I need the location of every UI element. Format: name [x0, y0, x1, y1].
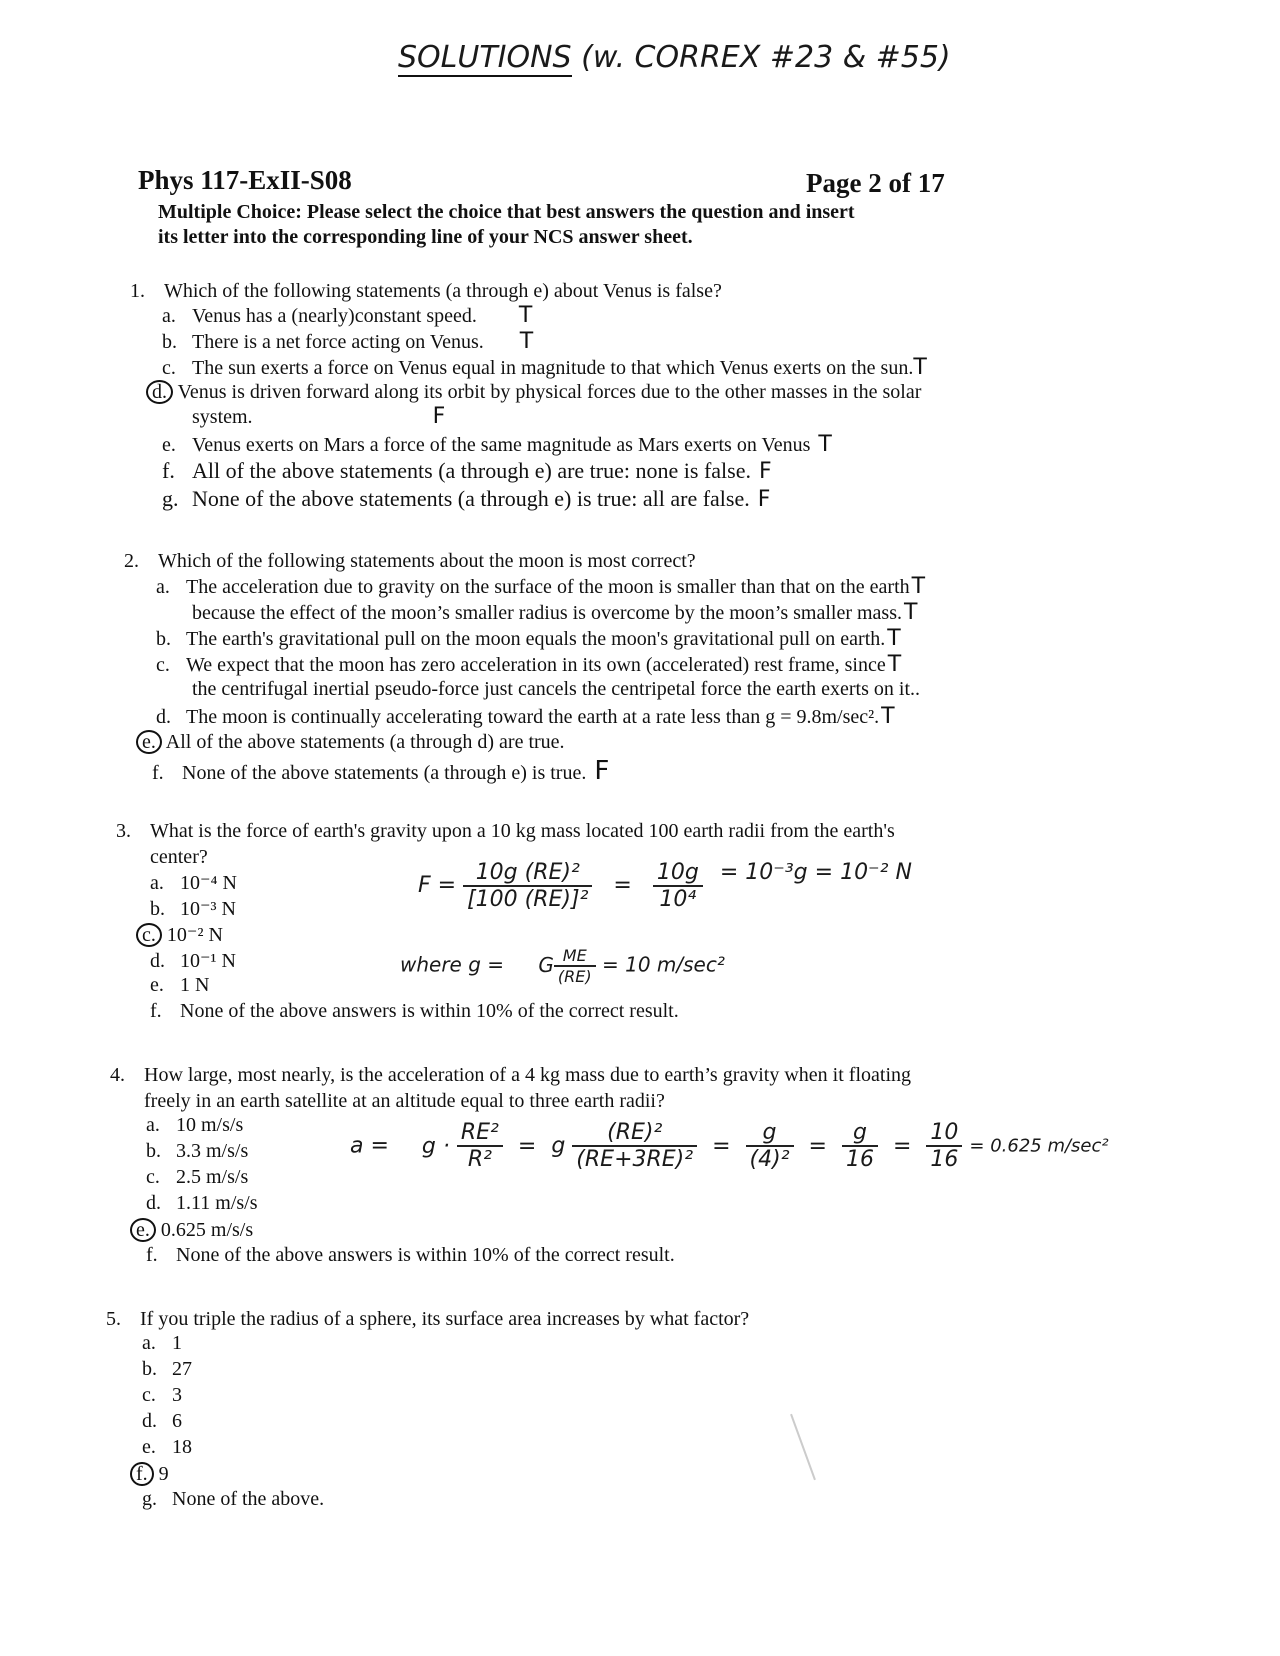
course-title: Phys 117-ExII-S08: [138, 165, 352, 195]
q2-option-a-cont: because the effect of the moon’s smaller radius is overcome by the moon’s smaller mass.T: [192, 600, 918, 625]
question-text: What is the force of earth's gravity upon a 10 kg mass located 100 earth radii from the earth's: [150, 820, 895, 842]
q5-option-d[interactable]: d. 6: [142, 1410, 182, 1432]
answer-circle: d.: [146, 380, 173, 404]
q4-option-c[interactable]: c. 2.5 m/s/s: [146, 1166, 249, 1188]
q3-option-e[interactable]: e. 1 N: [150, 974, 210, 996]
true-mark: T: [519, 329, 534, 354]
q3-option-b[interactable]: b. 10⁻³ N: [150, 898, 236, 920]
fraction: $\frac{g}{\text{(4)²}}$: [746, 1120, 794, 1172]
true-mark: T: [818, 432, 832, 457]
q3-option-f[interactable]: f. None of the above answers is within 10% of the correct result.: [150, 1000, 679, 1022]
question-4: 4. How large, most nearly, is the acceleration of a 4 kg mass due to earth’s gravity when it floating freely in an earth satellite at an altitude equal to three earth radii?: [110, 1064, 912, 1112]
q1-option-b[interactable]: b. There is a net force acting on Venus. T: [162, 329, 534, 354]
false-mark: F: [757, 487, 771, 512]
q5-option-e[interactable]: e. 18: [142, 1436, 192, 1458]
false-mark: F: [758, 459, 772, 484]
q2-option-c-cont: the centrifugal inertial pseudo-force just cancels the centripetal force the earth exerts on it..: [192, 678, 921, 700]
q2-option-f[interactable]: f. None of the above statements (a through e) is true. F: [152, 756, 610, 786]
q5-option-c[interactable]: c. 3: [142, 1384, 182, 1406]
q2-option-b[interactable]: b. The earth's gravitational pull on the moon equals the moon's gravitational pull on earth.T: [156, 626, 901, 651]
handwritten-header: [398, 40, 951, 75]
question-3: 3. What is the force of earth's gravity upon a 10 kg mass located 100 earth radii from the earth's center?: [116, 820, 895, 868]
answer-circle: e.: [130, 1218, 156, 1242]
q4-option-d[interactable]: d. 1.11 m/s/s: [146, 1192, 258, 1214]
q2-option-d[interactable]: d. The moon is continually accelerating toward the earth at a rate less than g = 9.8m/sec².T: [156, 704, 895, 729]
question-text: How large, most nearly, is the acceleration of a 4 kg mass due to earth’s gravity when it floating: [144, 1064, 912, 1086]
q4-option-e[interactable]: e. 0.625 m/s/s: [130, 1218, 253, 1242]
q4-option-f[interactable]: f. None of the above answers is within 10% of the correct result.: [146, 1244, 675, 1266]
q1-option-a[interactable]: a. Venus has a (nearly)constant speed. T: [162, 303, 533, 328]
question-1: 1. Which of the following statements (a through e) about Venus is false?: [130, 280, 722, 302]
q2-option-a[interactable]: a. The acceleration due to gravity on the surface of the moon is smaller than that on the earthT: [156, 574, 926, 599]
q4-handwritten-work: a = g · $\frac{\text{RE²}}{\text{R²}}$ = g $\frac{\text{(RE)²}}{\text{(RE+3RE)²}}$ = $\frac{g}{\text{(4)²}}$ = $\frac{g}{16}$ = $\frac{10}{16}$ = 0.625 m/sec²: [350, 1120, 1109, 1172]
stray-mark: [790, 1414, 816, 1480]
q3-handwritten-work: F = $\frac{\text{10g (RE)²}}{\text{[100 (RE)]²}}$ = $\frac{10g}{\text{10⁴}}$ = 10⁻³g = 10⁻² N: [418, 860, 912, 912]
answer-circle: e.: [136, 730, 162, 754]
q3-option-c[interactable]: c. 10⁻² N: [136, 922, 223, 947]
true-mark: T: [518, 303, 533, 328]
q5-option-f[interactable]: f. 9: [130, 1462, 169, 1486]
q2-option-e[interactable]: e. All of the above statements (a through d) are true.: [136, 730, 565, 754]
q4-option-b[interactable]: b. 3.3 m/s/s: [146, 1140, 249, 1162]
true-mark: T: [904, 600, 918, 625]
fraction: $\frac{10g}{\text{10⁴}}$: [653, 860, 703, 912]
q5-option-g[interactable]: g. None of the above.: [142, 1488, 325, 1510]
q1-option-c[interactable]: c. The sun exerts a force on Venus equal in magnitude to that which Venus exerts on the sun.T: [162, 355, 927, 380]
q5-option-b[interactable]: b. 27: [142, 1358, 192, 1380]
false-mark: F: [432, 404, 446, 429]
true-mark: T: [911, 574, 926, 599]
question-text-cont: center?: [150, 846, 208, 868]
question-2: 2. Which of the following statements about the moon is most correct?: [124, 550, 696, 572]
fraction: $\frac{ME}{(RE)}$: [554, 946, 596, 986]
fraction: $\frac{\text{RE²}}{\text{R²}}$: [457, 1120, 503, 1172]
q1-option-f[interactable]: f. All of the above statements (a through e) are true: none is false. F: [162, 458, 772, 484]
question-text-cont: freely in an earth satellite at an altitude equal to three earth radii?: [144, 1090, 665, 1112]
question-text: If you triple the radius of a sphere, its surface area increases by what factor?: [140, 1308, 750, 1330]
correx-note: (w. CORREX #23 & #55): [581, 40, 951, 75]
q1-option-g[interactable]: g. None of the above statements (a through e) is true: all are false. F: [162, 486, 771, 512]
q4-option-a[interactable]: a. 10 m/s/s: [146, 1114, 244, 1136]
q1-option-d-cont: system. F: [192, 404, 446, 429]
q2-option-c[interactable]: c. We expect that the moon has zero acceleration in its own (accelerated) rest frame, sinceT: [156, 652, 902, 677]
fraction: $\frac{g}{16}$: [842, 1120, 878, 1172]
q1-option-e[interactable]: e. Venus exerts on Mars a force of the same magnitude as Mars exerts on Venus T: [162, 432, 832, 457]
q1-option-d[interactable]: d. Venus is driven forward along its orbit by physical forces due to the other masses in the solar: [146, 380, 921, 404]
q3-option-d[interactable]: d. 10⁻¹ N: [150, 950, 236, 972]
answer-circle: c.: [136, 923, 162, 947]
true-mark: T: [913, 355, 927, 380]
question-text: Which of the following statements about the moon is most correct?: [158, 550, 696, 572]
true-mark: T: [887, 626, 901, 651]
question-5: 5. If you triple the radius of a sphere, its surface area increases by what factor?: [106, 1308, 750, 1330]
solutions-label: SOLUTIONS: [398, 40, 572, 75]
fraction: $\frac{10}{16}$: [926, 1120, 962, 1172]
page-number: Page 2 of 17: [806, 168, 945, 198]
q3-gravity-definition: where g = G $\frac{ME}{(RE)}$ = 10 m/sec²: [400, 946, 725, 986]
instructions-line-2: its letter into the corresponding line of your NCS answer sheet.: [158, 226, 693, 248]
q3-option-a[interactable]: a. 10⁻⁴ N: [150, 872, 237, 894]
answer-circle: f.: [130, 1462, 154, 1486]
fraction: $\frac{\text{(RE)²}}{\text{(RE+3RE)²}}$: [572, 1120, 697, 1172]
q5-option-a[interactable]: a. 1: [142, 1332, 182, 1354]
instructions-line-1: Multiple Choice: Please select the choice that best answers the question and insert: [158, 201, 855, 223]
question-text: Which of the following statements (a through e) about Venus is false?: [164, 280, 722, 302]
fraction: $\frac{\text{10g (RE)²}}{\text{[100 (RE)]²}}$: [463, 860, 592, 912]
false-mark: F: [594, 756, 610, 786]
true-mark: T: [887, 652, 902, 677]
true-mark: T: [881, 704, 895, 729]
